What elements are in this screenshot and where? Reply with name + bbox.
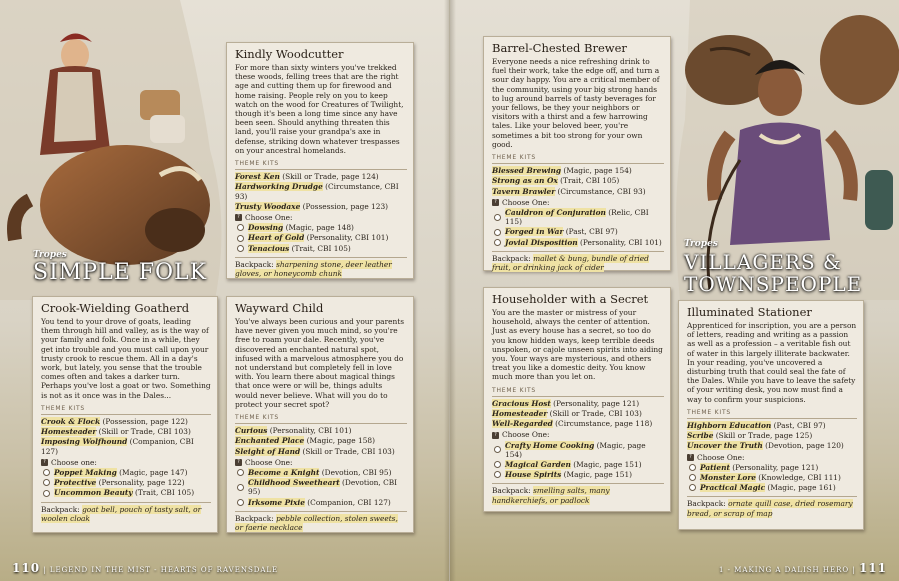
backpack-label: Backpack: <box>687 499 726 509</box>
choice-icon: ? <box>235 214 242 221</box>
kit-detail: (Skill or Trade, CBI 103) <box>547 409 642 419</box>
option-name: Become a Knight <box>248 468 320 478</box>
option-detail: (Trait, CBI 105) <box>132 488 195 498</box>
radio-button[interactable] <box>43 479 50 486</box>
option-detail: (Magic, page 148) <box>283 223 354 233</box>
radio-button[interactable] <box>43 469 50 476</box>
radio-button[interactable] <box>237 499 244 506</box>
theme-kits-label: THEME KITS <box>235 413 407 424</box>
card-barrel-chested-brewer <box>483 36 671 271</box>
kit-item <box>492 409 664 418</box>
backpack-items: ornate quill case, dried rosemary bread, or scrap of map <box>687 499 853 518</box>
option-detail: (Knowledge, CBI 111) <box>755 473 841 483</box>
choose-one-row <box>492 430 664 439</box>
radio-button[interactable] <box>689 474 696 481</box>
option-name: Magical Garden <box>505 460 571 470</box>
option-name: House Spirits <box>505 470 562 480</box>
kit-detail: (Possession, page 123) <box>300 201 389 211</box>
option-name: Irksome Pixie <box>248 497 305 507</box>
kit-item <box>235 426 407 435</box>
card-kindly-woodcutter <box>226 42 414 279</box>
card-body: For more than sixty winters you've trekked these woods, felling trees that are the right age and cutting them up for firewood and home raising. People rely on you to keep watch on the wood for Creatures of Twilight, though it's been a long time since any have been seen. Should anything threaten this land, you'll raise your grandpa's axe in defense, striking down whatever trespasses on your ancestral homelands. <box>235 63 404 155</box>
option-detail: (Magic, page 151) <box>570 460 642 470</box>
card-title: Kindly Woodcutter <box>235 47 344 61</box>
kit-item <box>492 419 664 428</box>
kit-detail: (Devotion, page 120) <box>762 441 844 451</box>
option-name: Crafty Home Cooking <box>505 440 595 450</box>
option-item[interactable] <box>235 468 407 477</box>
option-name: Practical Magic <box>700 483 766 493</box>
option-detail: (Personality, CBI 101) <box>577 237 662 247</box>
kit-detail: (Magic, page 158) <box>304 436 375 446</box>
option-item[interactable] <box>235 498 407 507</box>
option-detail: (Companion, CBI 127) <box>304 497 391 507</box>
option-detail: (Devotion, CBI 95) <box>248 478 398 497</box>
option-detail: (Magic, page 161) <box>765 483 836 493</box>
card-householder-with-a-secret <box>483 287 671 512</box>
option-item[interactable] <box>41 468 211 477</box>
choose-one-label: Choose One: <box>245 213 293 223</box>
radio-button[interactable] <box>689 464 696 471</box>
radio-button[interactable] <box>494 461 501 468</box>
card-title: Barrel-Chested Brewer <box>492 41 627 55</box>
radio-button[interactable] <box>237 245 244 252</box>
choose-one-row <box>687 453 857 462</box>
choose-one-row <box>41 458 211 467</box>
backpack-label: Backpack: <box>492 253 531 263</box>
simple-folk-title: SIMPLE FOLK <box>33 260 208 285</box>
card-title: Illuminated Stationer <box>687 305 812 319</box>
tropes-label-left: Tropes <box>33 250 67 260</box>
choose-one-row <box>492 198 664 207</box>
choice-icon: ? <box>492 432 499 439</box>
card-crook-wielding-goatherd <box>32 296 218 533</box>
option-item[interactable] <box>492 441 664 459</box>
option-detail: (Personality, CBI 101) <box>304 233 389 243</box>
right-page-number: 111 <box>858 561 887 575</box>
option-name: Monster Lore <box>700 473 756 483</box>
card-body: You've always been curious and your parents have never given you much mind, so you're free to roam your dale. Recently, you've discovered an enchanted natural spot, infused with a marvelous atmosphere you do not understand but completely fell in love with. You learn there about magical things that once were or will be, things adults would never believe. What will you do to protect your secret spot? <box>235 317 405 409</box>
backpack-row <box>235 257 407 278</box>
kit-detail: (Skill or Trade, CBI 103) <box>300 446 395 456</box>
kit-name: Homesteader <box>41 427 97 437</box>
theme-kits-label: THEME KITS <box>492 386 664 397</box>
option-item[interactable] <box>687 483 857 492</box>
kit-item <box>687 441 857 450</box>
kit-name: Trusty Woodaxe <box>235 201 301 211</box>
kit-detail: (Personality, CBI 101) <box>267 426 352 436</box>
kit-detail: (Skill or Trade, CBI 103) <box>96 427 191 437</box>
choice-icon: ? <box>235 459 242 466</box>
option-detail: (Magic, page 151) <box>561 470 633 480</box>
kit-name: Hardworking Drudge <box>235 182 323 192</box>
kit-name: Curious <box>235 426 268 436</box>
theme-kits-label: THEME KITS <box>687 408 857 419</box>
backpack-items: pebble collection, stolen sweets, or faerie necklace <box>235 513 398 533</box>
radio-button[interactable] <box>689 484 696 491</box>
card-illuminated-stationer <box>678 300 864 530</box>
footer-separator: | <box>852 566 856 574</box>
kit-name: Forest Ken <box>235 172 280 182</box>
option-item[interactable] <box>687 463 857 472</box>
option-name: Jovial Disposition <box>505 237 578 247</box>
choose-one-label: Choose One: <box>245 457 293 467</box>
card-body: You are the master or mistress of your household, always the center of attention. Just as every house has a secret, so too do you know hidden ways, keep terrible deeds unspoken, or cajole unseen spirits into aiding you. Your ways are mysterious, and others treat you like a domestic deity. You know much more than you let on. <box>492 308 663 382</box>
kit-detail: (Skill or Trade, page 125) <box>713 431 813 441</box>
choice-icon: ? <box>492 199 499 206</box>
left-footer <box>12 561 278 575</box>
choose-one-label: Choose One: <box>502 197 550 207</box>
backpack-row <box>492 483 664 504</box>
option-item[interactable] <box>235 223 407 232</box>
radio-button[interactable] <box>494 229 501 236</box>
option-name: Childhood Sweetheart <box>248 478 340 488</box>
option-item[interactable] <box>492 227 664 236</box>
kit-name: Tavern Brawler <box>492 186 556 196</box>
choice-icon: ? <box>41 459 48 466</box>
kit-detail: (Circumstance, CBI 93) <box>235 182 399 201</box>
kit-detail: (Trait, CBI 105) <box>557 176 620 186</box>
radio-button[interactable] <box>237 469 244 476</box>
option-item[interactable] <box>41 478 211 487</box>
kit-name: Enchanted Place <box>235 436 305 446</box>
card-body: Apprenticed for inscription, you are a person of letters, reading and writing as a passion as well as a profession – a veritable fish out of water in this largely illiterate backwater. In your reading, you've uncovered a disturbing truth that could seal the fate of the Dales. While you have to leave the safety of your writing desk, you now must find a way to confirm your suspicions. <box>687 321 857 404</box>
kit-detail: (Personality, page 121) <box>550 398 640 408</box>
radio-button[interactable] <box>494 239 501 246</box>
radio-button[interactable] <box>494 471 501 478</box>
kit-name: Gracious Host <box>492 398 551 408</box>
kit-name: Blessed Brewing <box>492 166 562 176</box>
option-detail: (Personality, page 122) <box>96 478 185 488</box>
kit-item <box>235 447 407 456</box>
card-body: You tend to your drove of goats, leading them through hill and valley, as is the way of your family and folk. Once in a while, they get into trouble and you must call upon your trusty crook to rescue them. All in a day's work, but lately, you sense that the trouble comes often and takes a darker turn. Perhaps you've lost a goat or two. Something is not as it once was in the Dales... <box>41 317 211 400</box>
book-title: LEGEND IN THE MIST - HEARTS OF RAVENSDALE <box>49 566 279 574</box>
backpack-items: mallet & bung, bundle of dried fruit, or drinking jack of cider <box>492 253 649 273</box>
card-body: Everyone needs a nice refreshing drink to fuel their work, take the edge off, and turn a sour day happy. You are a critical member of the community, using your big strong hands to lug around barrels of tasty beverages for your fellows, be they your neighbors or visitors with a thirst and a few harrowing tales. Like your beloved beer, you're sometimes a bit too strong for your own good. <box>492 57 660 149</box>
option-item[interactable] <box>492 470 664 479</box>
kit-name: Homesteader <box>492 409 548 419</box>
backpack-row <box>235 511 407 532</box>
option-item[interactable] <box>41 488 211 497</box>
choose-one-label: Choose One: <box>502 430 550 440</box>
option-item[interactable] <box>687 473 857 482</box>
kit-detail: (Magic, page 154) <box>561 166 632 176</box>
book-gutter <box>444 0 456 581</box>
kit-item <box>687 421 857 430</box>
kit-name: Uncover the Truth <box>687 441 763 451</box>
backpack-label: Backpack: <box>235 513 274 523</box>
option-detail: (Personality, page 121) <box>729 462 819 472</box>
footer-separator: | <box>43 566 47 574</box>
option-name: Heart of Gold <box>248 233 305 243</box>
option-detail: (Magic, page 147) <box>116 468 188 478</box>
radio-button[interactable] <box>43 490 50 497</box>
backpack-items: goat bell, pouch of tasty salt, or woolen cloak <box>41 504 202 523</box>
left-page-number: 110 <box>12 561 41 575</box>
theme-kits-label: THEME KITS <box>492 153 664 164</box>
kit-name: Scribe <box>687 431 714 441</box>
kit-item <box>492 399 664 408</box>
kit-name: Sleight of Hand <box>235 446 301 456</box>
backpack-row <box>687 496 857 517</box>
kit-item <box>687 431 857 440</box>
choose-one-label: Choose One: <box>697 452 745 462</box>
choose-one-row <box>235 458 407 467</box>
option-name: Cauldron of Conjuration <box>505 208 606 218</box>
option-item[interactable] <box>492 238 664 247</box>
kit-detail: (Past, CBI 97) <box>771 421 826 431</box>
chapter-title: 1 - MAKING A DALISH HERO <box>718 566 850 574</box>
kit-item <box>235 172 407 181</box>
kit-detail: (Companion, CBI 127) <box>41 437 194 456</box>
card-wayward-child <box>226 296 414 533</box>
radio-button[interactable] <box>237 484 244 491</box>
option-name: Patient <box>700 462 730 472</box>
option-detail: (Trait, CBI 105) <box>289 243 351 253</box>
option-item[interactable] <box>235 233 407 242</box>
option-item[interactable] <box>235 478 407 496</box>
kit-item <box>492 166 664 175</box>
radio-button[interactable] <box>237 235 244 242</box>
card-title: Wayward Child <box>235 301 324 315</box>
kit-item <box>41 437 211 455</box>
right-footer <box>719 561 887 575</box>
option-item[interactable] <box>492 460 664 469</box>
backpack-row <box>492 251 664 272</box>
kit-item <box>235 436 407 445</box>
backpack-row <box>41 502 211 523</box>
choose-one-row <box>235 213 407 222</box>
kit-detail: (Skill or Trade, page 124) <box>279 172 379 182</box>
option-name: Tenacious <box>248 243 290 253</box>
option-detail: (Magic, page 154) <box>505 440 646 459</box>
kit-item <box>41 427 211 436</box>
backpack-label: Backpack: <box>235 259 274 269</box>
kit-name: Strong as an Ox <box>492 176 558 186</box>
kit-name: Crook & Flock <box>41 417 101 427</box>
villagers-title-line1: VILLAGERS & <box>684 250 842 274</box>
kit-item <box>41 417 211 426</box>
kit-name: Highborn Education <box>687 421 772 431</box>
card-title: Householder with a Secret <box>492 292 649 306</box>
kit-item <box>492 176 664 185</box>
choose-one-label: Choose one: <box>51 457 97 467</box>
option-detail: (Relic, CBI 115) <box>505 208 649 227</box>
kit-name: Well-Regarded <box>492 419 553 429</box>
card-title: Crook-Wielding Goatherd <box>41 301 190 315</box>
tropes-label-right: Tropes <box>684 239 718 249</box>
choice-icon: ? <box>687 454 694 461</box>
option-name: Uncommon Beauty <box>54 488 133 498</box>
villagers-title-line2: TOWNSPEOPLE <box>684 272 863 296</box>
option-detail: (Devotion, CBI 95) <box>319 468 392 478</box>
radio-button[interactable] <box>237 224 244 231</box>
radio-button[interactable] <box>494 446 501 453</box>
option-item[interactable] <box>235 244 407 253</box>
backpack-items: smelling salts, many handkerchiefs, or padlock <box>492 486 610 505</box>
kit-item <box>235 182 407 200</box>
backpack-items: sharpening stone, deer leather gloves, or honeycomb chunk <box>235 259 392 279</box>
kit-detail: (Circumstance, CBI 93) <box>555 186 646 196</box>
kit-detail: (Circumstance, page 118) <box>552 419 653 429</box>
option-name: Protective <box>54 478 97 488</box>
option-name: Forged in War <box>505 227 564 237</box>
option-name: Dowsing <box>248 223 284 233</box>
backpack-label: Backpack: <box>41 504 80 514</box>
theme-kits-label: THEME KITS <box>41 404 211 415</box>
kit-item <box>492 187 664 196</box>
option-detail: (Past, CBI 97) <box>563 227 618 237</box>
option-name: Poppet Making <box>54 468 117 478</box>
theme-kits-label: THEME KITS <box>235 159 407 170</box>
option-item[interactable] <box>492 208 664 226</box>
backpack-label: Backpack: <box>492 486 531 496</box>
kit-name: Imposing Wolfhound <box>41 437 128 447</box>
kit-detail: (Possession, page 122) <box>100 417 188 427</box>
radio-button[interactable] <box>494 214 501 221</box>
kit-item <box>235 202 407 211</box>
